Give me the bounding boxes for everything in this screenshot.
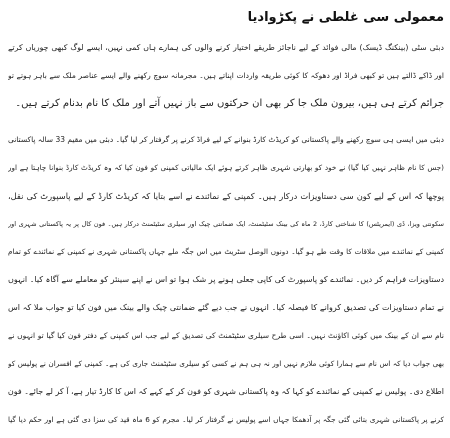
article-line: (جس کا نام ظاہر نہیں کیا گیا) نے خود کو بھارتی شہری ظاہر کرتے ہوئے ایک مالیاتی کمپنی کو فون کیا کہ وہ کریڈٹ کارڈ بنوانا چاہتا ہے اور [8, 163, 444, 172]
article-title: معمولی سی غلطی نے پکڑوادیا [247, 10, 444, 25]
article-line: اطلاع دی۔ پولیس نے کمپنی کے نمائندے کو کہا کہ وہ پاکستانی شہری کو فون کر کے کہے کہ اس کا کارڈ تیار ہے، آ کر لے جائے۔ فون [8, 387, 444, 396]
article-line: بھی جواب دیا کہ اس نام سے ہمارا کوئی ملازم نہیں اور نہ ہی ہم نے کسی کو سیلری سٹیٹمنٹ جاری کی ہے۔ کمپنی کے افسران نے پولیس کو [8, 359, 444, 368]
article-line: دبئی سٹی (بینکنگ ڈیسک) مالی فوائد کے لیے ناجائز طریقے اختیار کرنے والوں کی ہمارے ہاں کمی نہیں، ایسے لوگ کبھی چوریاں کرتے [8, 43, 444, 52]
article-line: اور ڈاکے ڈالتے ہیں تو کبھی فراڈ اور دھوکہ کا کوئی طریقہ واردات اپناتے ہیں۔ مجرمانہ سوچ رکھنے والے ایسے عناصر ملک سے باہر ہوتے تو [8, 71, 444, 80]
article-line: نے تمام دستاویزات کی تصدیق کروانے کا فیصلہ کیا۔ انہوں نے جب دیے گئے ضمانتی چیک والے بینک میں فون کیا تو جواب ملا کہ اس [8, 303, 444, 312]
article-line: کرنے پر پاکستانی شہری بتائی گئی جگہ پر آدھمکا جہاں اسے پولیس نے گرفتار کر لیا۔ مجرم کو 6 ماہ قید کی سزا دی گئی ہے اور حکم دیا گیا [8, 415, 444, 424]
article-line: پوچھا کہ اس کے لیے کون سی دستاویزات درکار ہیں۔ کمپنی کے نمائندے نے اسے بتایا کہ کریڈٹ کارڈ کے لیے پاسپورٹ کی نقل، [8, 191, 444, 201]
article-line: دبئی میں ایسی ہی سوچ رکھنے والے پاکستانی کو کریڈٹ کارڈ بنوانے کے لیے فراڈ کرنے پر گرفتار کر لیا گیا۔ دبئی میں مقیم 33 سالہ پاکستانی [8, 135, 444, 144]
article-line: نام سے ان کے بینک میں کوئی اکاؤنٹ نہیں۔ اسی طرح سیلری سٹیٹمنٹ کی تصدیق کے لیے جب اس کمپنی کے دفتر فون کیا گیا تو انہوں نے [8, 331, 444, 340]
article-paragraph [8, 34, 444, 118]
article-line: کمپنی کے نمائندے میں ملاقات کا وقت طے ہو گیا۔ دونوں الوصل سٹریٹ میں اس جگہ ملے جہاں پاکستانی شہری نے کمپنی کے نمائندے کو تمام [8, 247, 444, 256]
article-paragraph [8, 126, 444, 434]
article-line: سکونتی ویزا، ڈی (ایمریٹس) کا شناختی کارڈ، 2 ماہ کی بینک سٹیٹمنٹ، ایک ضمانتی چیک اور سیلری سٹیٹمنٹ درکار ہیں۔ فون کال پر یہ پاکستانی شہری اور [8, 220, 444, 228]
article-line: جرائم کرتے ہی ہیں، بیرون ملک جا کر بھی ان حرکتوں سے باز نہیں آتے اور ملک کا نام بدنام کرتے ہیں۔ [15, 98, 444, 109]
article-line: دستاویزات فراہم کر دیں۔ نمائندے کو پاسپورٹ کی کاپی جعلی ہونے پر شک ہوا تو اس نے اپنے سینئر کو معاملے سے آگاہ کیا۔ انہوں [8, 275, 444, 284]
